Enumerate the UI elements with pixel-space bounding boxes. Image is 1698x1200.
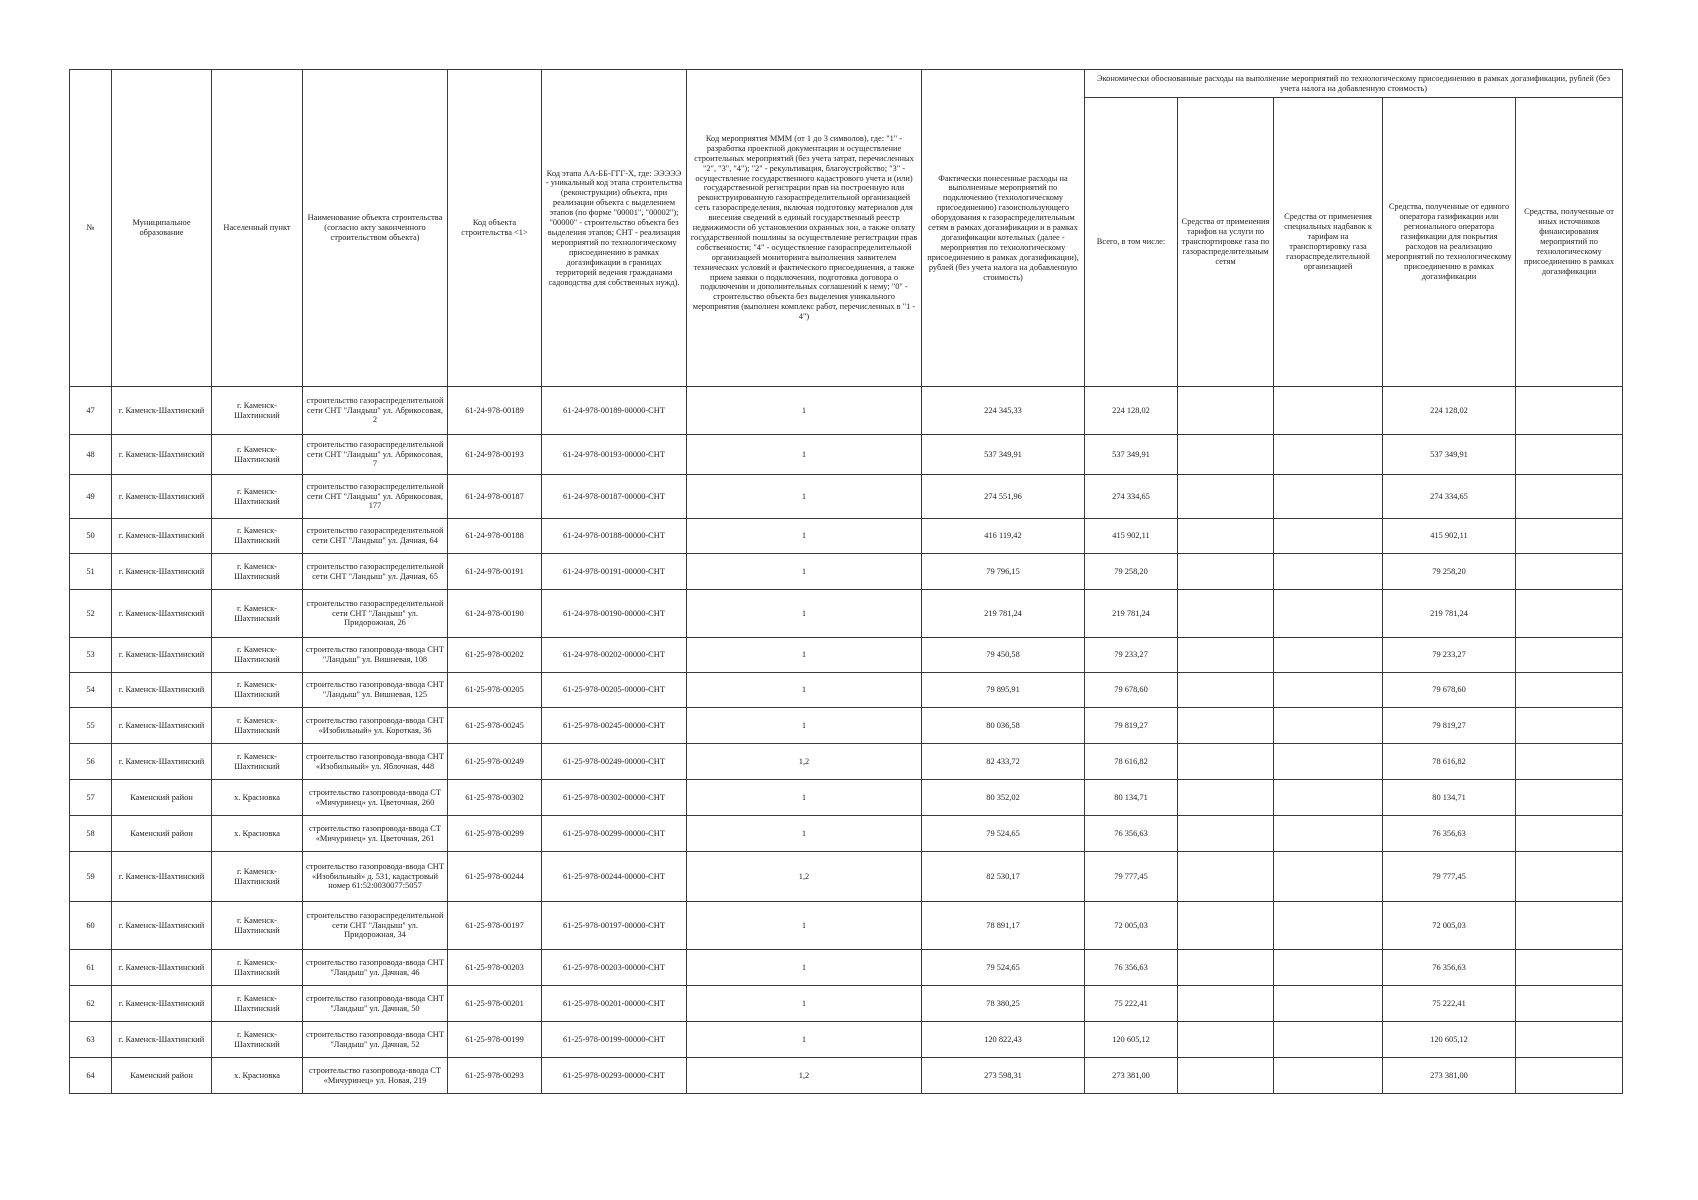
cell-object-name: строительство газораспределительной сети СНТ "Ландыш" ул. Абрикосовая, 177: [303, 475, 448, 519]
cell-municipality: г. Каменск-Шахтинский: [112, 744, 212, 780]
cell-special-markups: [1274, 816, 1383, 852]
header-total: Всего, в том числе:: [1085, 98, 1178, 387]
cell-special-markups: [1274, 554, 1383, 590]
cell-total: 72 005,03: [1085, 902, 1178, 950]
cell-special-markups: [1274, 950, 1383, 986]
cell-municipality: г. Каменск-Шахтинский: [112, 673, 212, 708]
cell-object-code: 61-25-978-00199: [448, 1022, 542, 1058]
cell-total: 75 222,41: [1085, 986, 1178, 1022]
cell-total: 76 356,63: [1085, 816, 1178, 852]
cell-settlement: г. Каменск-Шахтинский: [212, 475, 303, 519]
cell-other-sources: [1516, 638, 1623, 673]
cell-single-operator: 79 777,45: [1383, 852, 1516, 902]
header-actual-costs: Фактически понесенные расходы на выполненные мероприятий по подключению (технологическому присоединению) газоиспользующего оборудования к газораспределительным сетям в рамках догазификации и в рамках догазификации котельных (далее - мероприятия по технологическому присоединению в рамках догазификации), рублей (без учета налога на добавленную стоимость): [922, 70, 1085, 387]
header-stage-code: Код этапа АА-ББ-ГГГ-Х, где: ЭЭЭЭЭ - уникальный код этапа строительства (реконструкции) объекта, при реализации объекта с выделением этапов (по форме "00001", "00002"); "00000" - строительство объекта без выделения этапов; СНТ - реализация мероприятий по технологическому присоединению в рамках догазификации в границах территорий ведения гражданами садоводства для собственных нужд).: [542, 70, 687, 387]
cell-municipality: Каменский район: [112, 780, 212, 816]
cell-stage-code: 61-25-978-00293-00000-СНТ: [542, 1058, 687, 1094]
cell-transport-tariff: [1178, 590, 1274, 638]
cell-object-code: 61-24-978-00191: [448, 554, 542, 590]
cell-activity-code: 1: [687, 519, 922, 554]
cell-object-name: строительство газопровода-ввода СНТ «Изобильный» д. 531, кадастровый номер 61:52:0030077:5057: [303, 852, 448, 902]
cell-transport-tariff: [1178, 554, 1274, 590]
cell-actual-costs: 82 530,17: [922, 852, 1085, 902]
cell-num: 49: [70, 475, 112, 519]
cell-total: 78 616,82: [1085, 744, 1178, 780]
cell-special-markups: [1274, 1022, 1383, 1058]
cell-object-code: 61-24-978-00187: [448, 475, 542, 519]
cell-transport-tariff: [1178, 852, 1274, 902]
cell-special-markups: [1274, 519, 1383, 554]
cell-transport-tariff: [1178, 387, 1274, 435]
table-row: [70, 387, 1623, 435]
cell-stage-code: 61-24-978-00188-00000-СНТ: [542, 519, 687, 554]
cell-object-code: 61-24-978-00193: [448, 435, 542, 475]
cell-other-sources: [1516, 475, 1623, 519]
cell-municipality: г. Каменск-Шахтинский: [112, 475, 212, 519]
header-special-markups: Средства от применения специальных надбавок к тарифам на транспортировку газа газораспределительной организацией: [1274, 98, 1383, 387]
table-row: [70, 590, 1623, 638]
cell-activity-code: 1: [687, 475, 922, 519]
cell-stage-code: 61-25-978-00299-00000-СНТ: [542, 816, 687, 852]
cell-total: 219 781,24: [1085, 590, 1178, 638]
cell-municipality: г. Каменск-Шахтинский: [112, 387, 212, 435]
cell-object-code: 61-25-978-00201: [448, 986, 542, 1022]
cell-other-sources: [1516, 554, 1623, 590]
cell-municipality: г. Каменск-Шахтинский: [112, 986, 212, 1022]
cell-other-sources: [1516, 519, 1623, 554]
cell-single-operator: 78 616,82: [1383, 744, 1516, 780]
header-num: №: [70, 70, 112, 387]
cell-other-sources: [1516, 590, 1623, 638]
cell-municipality: г. Каменск-Шахтинский: [112, 852, 212, 902]
cell-activity-code: 1: [687, 950, 922, 986]
cell-object-code: 61-24-978-00190: [448, 590, 542, 638]
cell-actual-costs: 82 433,72: [922, 744, 1085, 780]
cell-object-code: 61-25-978-00302: [448, 780, 542, 816]
cell-single-operator: 80 134,71: [1383, 780, 1516, 816]
cell-actual-costs: 537 349,91: [922, 435, 1085, 475]
cell-object-code: 61-25-978-00293: [448, 1058, 542, 1094]
cell-activity-code: 1: [687, 708, 922, 744]
cell-object-name: строительство газораспределительной сети СНТ "Ландыш" ул. Дачная, 65: [303, 554, 448, 590]
cell-other-sources: [1516, 387, 1623, 435]
cell-actual-costs: 80 352,02: [922, 780, 1085, 816]
cell-stage-code: 61-24-978-00189-00000-СНТ: [542, 387, 687, 435]
cell-single-operator: 274 334,65: [1383, 475, 1516, 519]
cell-activity-code: 1: [687, 435, 922, 475]
cell-activity-code: 1: [687, 986, 922, 1022]
data-table: [69, 69, 1623, 1094]
cell-single-operator: 219 781,24: [1383, 590, 1516, 638]
cell-municipality: г. Каменск-Шахтинский: [112, 950, 212, 986]
cell-object-name: строительство газораспределительной сети СНТ "Ландыш" ул. Дачная, 64: [303, 519, 448, 554]
cell-num: 55: [70, 708, 112, 744]
cell-municipality: г. Каменск-Шахтинский: [112, 902, 212, 950]
cell-settlement: г. Каменск-Шахтинский: [212, 590, 303, 638]
cell-num: 62: [70, 986, 112, 1022]
cell-total: 415 902,11: [1085, 519, 1178, 554]
cell-object-name: строительство газораспределительной сети СНТ "Ландыш" ул. Абрикосовая, 7: [303, 435, 448, 475]
cell-num: 52: [70, 590, 112, 638]
cell-object-code: 61-24-978-00188: [448, 519, 542, 554]
cell-stage-code: 61-24-978-00193-00000-СНТ: [542, 435, 687, 475]
cell-single-operator: 415 902,11: [1383, 519, 1516, 554]
cell-transport-tariff: [1178, 1022, 1274, 1058]
cell-single-operator: 76 356,63: [1383, 816, 1516, 852]
cell-object-name: строительство газопровода-ввода СНТ "Ландыш" ул. Вишневая, 108: [303, 638, 448, 673]
cell-special-markups: [1274, 673, 1383, 708]
cell-total: 76 356,63: [1085, 950, 1178, 986]
cell-object-name: строительство газопровода-ввода СНТ «Изобильный» ул. Яблочная, 448: [303, 744, 448, 780]
cell-total: 224 128,02: [1085, 387, 1178, 435]
header-object-code: Код объекта строительства <1>: [448, 70, 542, 387]
cell-total: 273 381,00: [1085, 1058, 1178, 1094]
cell-municipality: Каменский район: [112, 1058, 212, 1094]
cell-stage-code: 61-25-978-00197-00000-СНТ: [542, 902, 687, 950]
cell-settlement: г. Каменск-Шахтинский: [212, 387, 303, 435]
cell-num: 56: [70, 744, 112, 780]
cell-num: 47: [70, 387, 112, 435]
cell-activity-code: 1: [687, 638, 922, 673]
cell-settlement: г. Каменск-Шахтинский: [212, 744, 303, 780]
cell-object-name: строительство газопровода-ввода СНТ "Ландыш" ул. Дачная, 46: [303, 950, 448, 986]
cell-transport-tariff: [1178, 902, 1274, 950]
cell-settlement: г. Каменск-Шахтинский: [212, 902, 303, 950]
table-row: [70, 816, 1623, 852]
table-row: [70, 950, 1623, 986]
cell-activity-code: 1: [687, 554, 922, 590]
cell-settlement: х. Красновка: [212, 816, 303, 852]
cell-num: 51: [70, 554, 112, 590]
cell-total: 537 349,91: [1085, 435, 1178, 475]
cell-settlement: г. Каменск-Шахтинский: [212, 950, 303, 986]
cell-activity-code: 1,2: [687, 744, 922, 780]
table-body: [70, 387, 1623, 1094]
cell-num: 48: [70, 435, 112, 475]
cell-actual-costs: 274 551,96: [922, 475, 1085, 519]
cell-stage-code: 61-25-978-00245-00000-СНТ: [542, 708, 687, 744]
table-row: [70, 852, 1623, 902]
cell-activity-code: 1: [687, 673, 922, 708]
cell-transport-tariff: [1178, 638, 1274, 673]
cell-municipality: Каменский район: [112, 816, 212, 852]
cell-object-name: строительство газопровода-ввода СТ «Мичуринец» ул. Новая, 219: [303, 1058, 448, 1094]
cell-actual-costs: 416 119,42: [922, 519, 1085, 554]
cell-stage-code: 61-24-978-00187-00000-СНТ: [542, 475, 687, 519]
cell-settlement: г. Каменск-Шахтинский: [212, 986, 303, 1022]
cell-object-name: строительство газопровода-ввода СТ «Мичуринец» ул. Цветочная, 261: [303, 816, 448, 852]
cell-single-operator: 224 128,02: [1383, 387, 1516, 435]
cell-stage-code: 61-25-978-00244-00000-СНТ: [542, 852, 687, 902]
cell-object-code: 61-25-978-00203: [448, 950, 542, 986]
cell-total: 79 233,27: [1085, 638, 1178, 673]
cell-special-markups: [1274, 780, 1383, 816]
cell-municipality: г. Каменск-Шахтинский: [112, 708, 212, 744]
cell-total: 79 819,27: [1085, 708, 1178, 744]
cell-single-operator: 120 605,12: [1383, 1022, 1516, 1058]
cell-other-sources: [1516, 902, 1623, 950]
cell-municipality: г. Каменск-Шахтинский: [112, 638, 212, 673]
header-transport-tariff: Средства от применения тарифов на услуги по транспортировке газа по газораспределительным сетям: [1178, 98, 1274, 387]
cell-actual-costs: 79 895,91: [922, 673, 1085, 708]
cell-special-markups: [1274, 638, 1383, 673]
cell-stage-code: 61-25-978-00201-00000-СНТ: [542, 986, 687, 1022]
table-row: [70, 780, 1623, 816]
cell-single-operator: 273 381,00: [1383, 1058, 1516, 1094]
cell-object-name: строительство газораспределительной сети СНТ "Ландыш" ул. Придорожная, 34: [303, 902, 448, 950]
cell-num: 58: [70, 816, 112, 852]
cell-actual-costs: 79 524,65: [922, 950, 1085, 986]
cell-single-operator: 79 678,60: [1383, 673, 1516, 708]
cell-activity-code: 1: [687, 1022, 922, 1058]
cell-stage-code: 61-25-978-00205-00000-СНТ: [542, 673, 687, 708]
table-row: [70, 1022, 1623, 1058]
cell-single-operator: 79 258,20: [1383, 554, 1516, 590]
table-row: [70, 902, 1623, 950]
cell-transport-tariff: [1178, 673, 1274, 708]
cell-special-markups: [1274, 852, 1383, 902]
cell-transport-tariff: [1178, 475, 1274, 519]
table-row: [70, 435, 1623, 475]
cell-object-name: строительство газопровода-ввода СНТ «Изобильный» ул. Короткая, 36: [303, 708, 448, 744]
table-row: [70, 638, 1623, 673]
cell-object-code: 61-25-978-00197: [448, 902, 542, 950]
cell-other-sources: [1516, 435, 1623, 475]
cell-object-name: строительство газопровода-ввода СНТ "Ландыш" ул. Вишневая, 125: [303, 673, 448, 708]
cell-settlement: г. Каменск-Шахтинский: [212, 638, 303, 673]
cell-object-name: строительство газопровода-ввода СНТ "Ландыш" ул. Дачная, 50: [303, 986, 448, 1022]
cell-object-code: 61-25-978-00249: [448, 744, 542, 780]
cell-activity-code: 1: [687, 902, 922, 950]
cell-settlement: г. Каменск-Шахтинский: [212, 852, 303, 902]
table-row: [70, 1058, 1623, 1094]
cell-object-name: строительство газопровода-ввода СТ «Мичуринец» ул. Цветочная, 260: [303, 780, 448, 816]
header-object-name: Наименование объекта строительства (согласно акту законченного строительством объекта): [303, 70, 448, 387]
cell-object-code: 61-25-978-00244: [448, 852, 542, 902]
cell-transport-tariff: [1178, 950, 1274, 986]
cell-single-operator: 79 819,27: [1383, 708, 1516, 744]
cell-object-name: строительство газопровода-ввода СНТ "Ландыш" ул. Дачная, 52: [303, 1022, 448, 1058]
cell-actual-costs: 224 345,33: [922, 387, 1085, 435]
cell-activity-code: 1: [687, 387, 922, 435]
cell-num: 60: [70, 902, 112, 950]
cell-total: 274 334,65: [1085, 475, 1178, 519]
cell-actual-costs: 79 450,58: [922, 638, 1085, 673]
cell-single-operator: 76 356,63: [1383, 950, 1516, 986]
table-row: [70, 673, 1623, 708]
cell-settlement: г. Каменск-Шахтинский: [212, 708, 303, 744]
cell-actual-costs: 120 822,43: [922, 1022, 1085, 1058]
cell-other-sources: [1516, 1058, 1623, 1094]
cell-activity-code: 1: [687, 816, 922, 852]
cell-object-name: строительство газораспределительной сети СНТ "Ландыш" ул. Абрикосовая, 2: [303, 387, 448, 435]
cell-municipality: г. Каменск-Шахтинский: [112, 435, 212, 475]
cell-other-sources: [1516, 708, 1623, 744]
cell-activity-code: 1: [687, 590, 922, 638]
cell-other-sources: [1516, 780, 1623, 816]
cell-single-operator: 75 222,41: [1383, 986, 1516, 1022]
cell-transport-tariff: [1178, 708, 1274, 744]
cell-actual-costs: 78 380,25: [922, 986, 1085, 1022]
table-row: [70, 708, 1623, 744]
cell-transport-tariff: [1178, 519, 1274, 554]
cell-municipality: г. Каменск-Шахтинский: [112, 590, 212, 638]
cell-num: 59: [70, 852, 112, 902]
cell-special-markups: [1274, 744, 1383, 780]
cell-stage-code: 61-24-978-00190-00000-СНТ: [542, 590, 687, 638]
header-municipality: Муниципальное образование: [112, 70, 212, 387]
cell-actual-costs: 78 891,17: [922, 902, 1085, 950]
cell-single-operator: 79 233,27: [1383, 638, 1516, 673]
cell-other-sources: [1516, 673, 1623, 708]
cell-other-sources: [1516, 852, 1623, 902]
cell-transport-tariff: [1178, 780, 1274, 816]
cell-municipality: г. Каменск-Шахтинский: [112, 1022, 212, 1058]
cell-special-markups: [1274, 435, 1383, 475]
cell-num: 64: [70, 1058, 112, 1094]
cell-other-sources: [1516, 986, 1623, 1022]
document-page: [69, 69, 1622, 1094]
cell-special-markups: [1274, 986, 1383, 1022]
cell-object-code: 61-25-978-00202: [448, 638, 542, 673]
cell-other-sources: [1516, 950, 1623, 986]
cell-special-markups: [1274, 387, 1383, 435]
cell-other-sources: [1516, 1022, 1623, 1058]
table-row: [70, 475, 1623, 519]
cell-settlement: г. Каменск-Шахтинский: [212, 673, 303, 708]
cell-actual-costs: 79 796,15: [922, 554, 1085, 590]
cell-transport-tariff: [1178, 986, 1274, 1022]
cell-activity-code: 1,2: [687, 852, 922, 902]
cell-activity-code: 1: [687, 780, 922, 816]
cell-municipality: г. Каменск-Шахтинский: [112, 554, 212, 590]
cell-num: 61: [70, 950, 112, 986]
cell-total: 80 134,71: [1085, 780, 1178, 816]
cell-num: 57: [70, 780, 112, 816]
cell-object-code: 61-25-978-00205: [448, 673, 542, 708]
cell-object-name: строительство газораспределительной сети СНТ "Ландыш" ул. Придорожная, 26: [303, 590, 448, 638]
cell-stage-code: 61-24-978-00202-00000-СНТ: [542, 638, 687, 673]
cell-actual-costs: 273 598,31: [922, 1058, 1085, 1094]
table-row: [70, 554, 1623, 590]
table-row: [70, 986, 1623, 1022]
cell-municipality: г. Каменск-Шахтинский: [112, 519, 212, 554]
header-other-sources: Средства, полученные от иных источников финансирования мероприятий по технологическому присоединению в рамках догазификации: [1516, 98, 1623, 387]
cell-settlement: г. Каменск-Шахтинский: [212, 1022, 303, 1058]
cell-special-markups: [1274, 590, 1383, 638]
cell-stage-code: 61-25-978-00203-00000-СНТ: [542, 950, 687, 986]
cell-total: 120 605,12: [1085, 1022, 1178, 1058]
cell-activity-code: 1,2: [687, 1058, 922, 1094]
cell-total: 79 258,20: [1085, 554, 1178, 590]
cell-special-markups: [1274, 902, 1383, 950]
cell-settlement: х. Красновка: [212, 1058, 303, 1094]
cell-object-code: 61-25-978-00245: [448, 708, 542, 744]
table-row: [70, 519, 1623, 554]
cell-num: 53: [70, 638, 112, 673]
cell-total: 79 678,60: [1085, 673, 1178, 708]
header-single-operator: Средства, полученные от единого оператора газификации или регионального оператора газификации для покрытия расходов на реализацию мероприятий по технологическому присоединению в рамках догазификации: [1383, 98, 1516, 387]
cell-object-code: 61-24-978-00189: [448, 387, 542, 435]
cell-actual-costs: 79 524,65: [922, 816, 1085, 852]
cell-stage-code: 61-25-978-00249-00000-СНТ: [542, 744, 687, 780]
cell-stage-code: 61-25-978-00199-00000-СНТ: [542, 1022, 687, 1058]
cell-other-sources: [1516, 816, 1623, 852]
cell-num: 63: [70, 1022, 112, 1058]
header-settlement: Населенный пункт: [212, 70, 303, 387]
cell-single-operator: 537 349,91: [1383, 435, 1516, 475]
table-row: [70, 744, 1623, 780]
cell-settlement: г. Каменск-Шахтинский: [212, 519, 303, 554]
cell-object-code: 61-25-978-00299: [448, 816, 542, 852]
cell-single-operator: 72 005,03: [1383, 902, 1516, 950]
cell-actual-costs: 80 036,58: [922, 708, 1085, 744]
cell-special-markups: [1274, 475, 1383, 519]
cell-transport-tariff: [1178, 744, 1274, 780]
cell-special-markups: [1274, 708, 1383, 744]
cell-stage-code: 61-25-978-00302-00000-СНТ: [542, 780, 687, 816]
cell-other-sources: [1516, 744, 1623, 780]
header-group-title: Экономически обоснованные расходы на выполнение мероприятий по технологическому присоединению в рамках догазификации, рублей (без учета налога на добавленную стоимость): [1085, 70, 1623, 98]
cell-actual-costs: 219 781,24: [922, 590, 1085, 638]
cell-transport-tariff: [1178, 1058, 1274, 1094]
cell-total: 79 777,45: [1085, 852, 1178, 902]
cell-transport-tariff: [1178, 816, 1274, 852]
cell-settlement: г. Каменск-Шахтинский: [212, 554, 303, 590]
cell-stage-code: 61-24-978-00191-00000-СНТ: [542, 554, 687, 590]
cell-num: 54: [70, 673, 112, 708]
table-header: [70, 70, 1623, 387]
cell-num: 50: [70, 519, 112, 554]
cell-settlement: х. Красновка: [212, 780, 303, 816]
cell-transport-tariff: [1178, 435, 1274, 475]
header-activity-code: Код мероприятия МММ (от 1 до 3 символов), где: "1" - разработка проектной документации и осуществление строительных мероприятий (без учета затрат, перечисленных "2", "3", "4"); "2" - рекультивация, благоустройство; "3" - осуществление государственного кадастрового учета и (или) государственной регистрации прав на построенную или реконструированную газораспределительной организацией сеть газораспределения, включая подготовку материалов для внесения сведений в единый государственный реестр недвижимости об установлении охранных зон, а также оплату государственной пошлины за осуществление регистрации прав собственности; "4" - осуществление газораспределительной организацией мониторинга выполнения заявителем технических условий и фактического присоединения, а также прием заявки о подключении, подготовка договора о подключении и дополнительных соглашений к нему; "0" - строительство объекта без выделения уникального мероприятия (выполнен комплекс работ, перечисленных в "1 - 4"): [687, 70, 922, 387]
cell-special-markups: [1274, 1058, 1383, 1094]
cell-settlement: г. Каменск-Шахтинский: [212, 435, 303, 475]
